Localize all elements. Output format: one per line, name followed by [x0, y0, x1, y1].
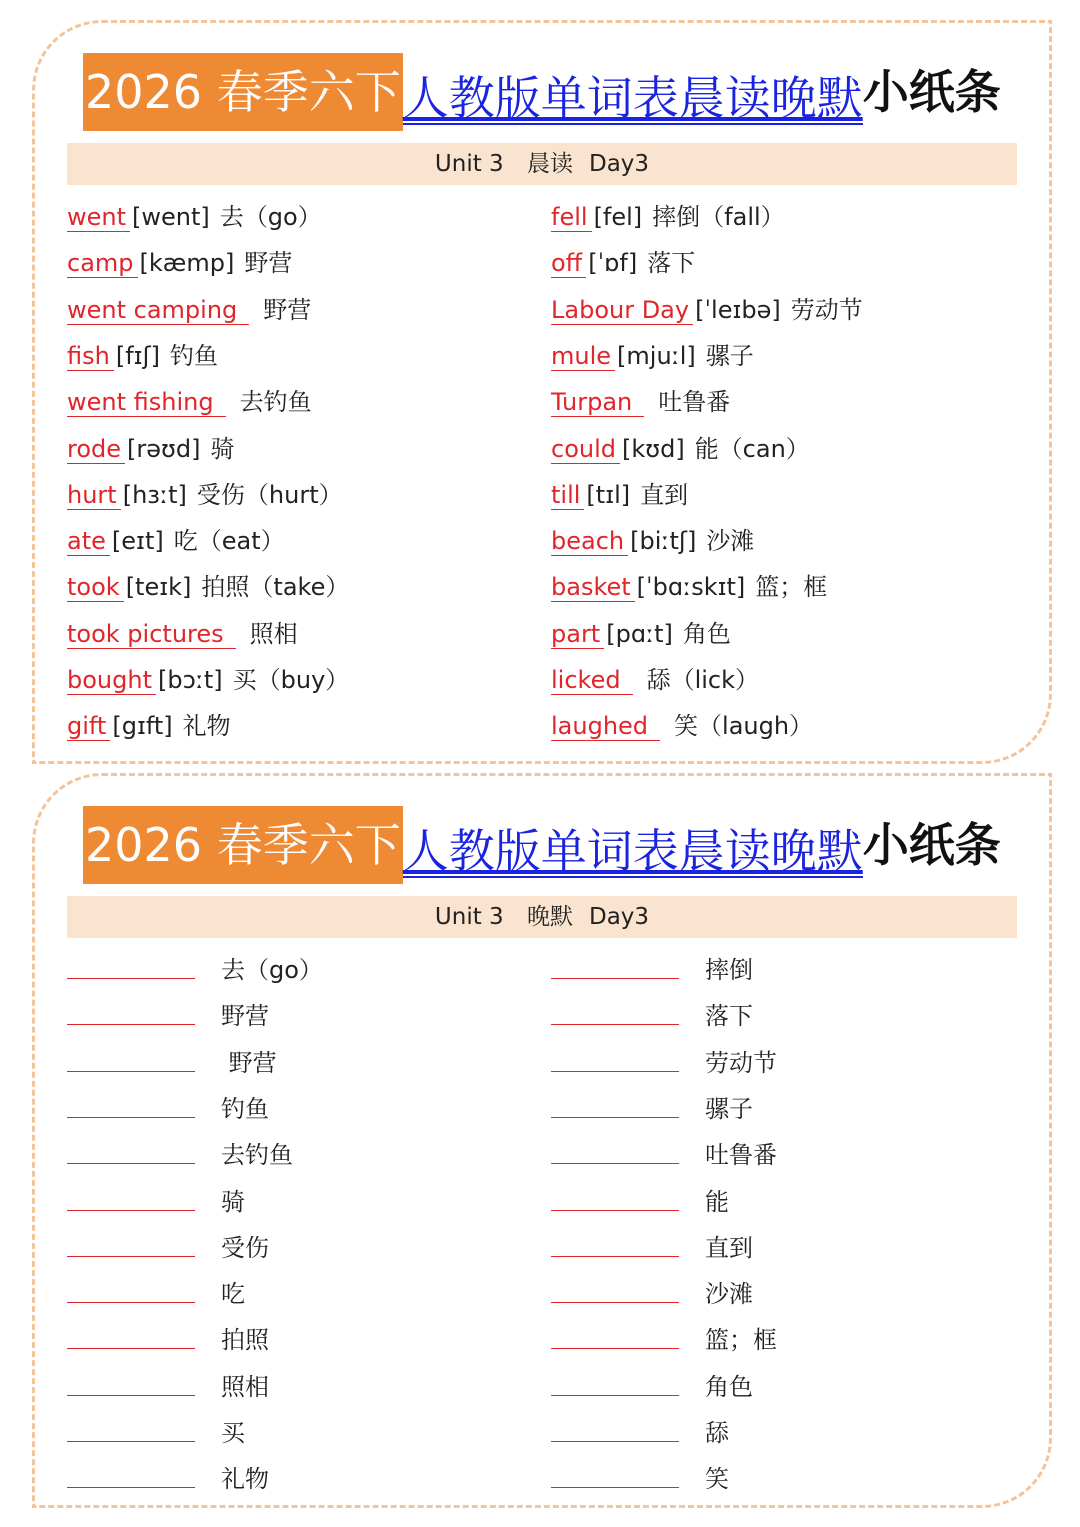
vocab-meaning: 去钓鱼	[239, 388, 312, 417]
vocab-word: Turpan	[551, 388, 644, 417]
evening-band-label: 晚默	[527, 904, 573, 930]
vocab-row	[551, 475, 688, 521]
evening-band-unit: Unit 3	[434, 904, 504, 930]
dictation-meaning: 骑	[221, 1187, 245, 1216]
morning-card	[32, 20, 1052, 764]
answer-blank[interactable]	[551, 1413, 679, 1442]
dictation-meaning: 买	[221, 1419, 245, 1447]
answer-blank[interactable]	[551, 1089, 679, 1118]
vocab-meaning: 吐鲁番	[658, 388, 731, 417]
vocab-word: till	[551, 481, 584, 510]
vocab-meaning: 摔倒（fall）	[652, 203, 785, 231]
vocab-phonetic: [pɑːt]	[606, 619, 673, 648]
vocab-row	[551, 706, 813, 752]
answer-blank[interactable]	[551, 1367, 679, 1396]
vocab-row	[67, 336, 218, 382]
vocab-row	[67, 429, 234, 475]
answer-blank[interactable]	[67, 1135, 195, 1164]
vocab-word: Labour Day	[551, 296, 693, 325]
vocab-phonetic: [rəʊd]	[127, 434, 201, 463]
answer-blank[interactable]	[67, 1089, 195, 1118]
vocab-meaning: 直到	[640, 480, 689, 509]
vocab-meaning: 劳动节	[790, 295, 863, 324]
dictation-row	[551, 996, 951, 1042]
vocab-word: mule	[551, 342, 615, 371]
dictation-meaning: 劳动节	[705, 1048, 777, 1077]
evening-title-orange: 2026 春季六下	[83, 806, 403, 884]
answer-blank[interactable]	[67, 1367, 195, 1396]
vocab-meaning: 沙滩	[706, 527, 755, 556]
answer-blank[interactable]	[67, 1228, 195, 1257]
vocab-meaning: 野营	[244, 249, 293, 278]
morning-title	[83, 53, 1001, 131]
dictation-row	[551, 1413, 951, 1459]
vocab-phonetic: [kʊd]	[622, 434, 685, 463]
vocab-row	[551, 243, 695, 289]
vocab-row	[551, 290, 863, 336]
answer-blank[interactable]	[67, 996, 195, 1025]
answer-blank[interactable]	[551, 996, 679, 1025]
answer-blank[interactable]	[551, 1320, 679, 1349]
morning-band-label: 晨读	[527, 151, 573, 177]
dictation-row	[67, 1367, 467, 1413]
answer-blank[interactable]	[551, 1182, 679, 1211]
vocab-row	[67, 475, 343, 521]
dictation-row	[67, 1089, 467, 1135]
vocab-phonetic: [went]	[132, 203, 210, 231]
dictation-row	[551, 1459, 951, 1505]
vocab-meaning: 能（can）	[694, 434, 810, 463]
evening-title-black: 小纸条	[862, 818, 1001, 872]
vocab-row	[551, 197, 785, 243]
vocab-phonetic: [gɪft]	[112, 712, 173, 741]
vocab-word: fish	[67, 342, 114, 371]
vocab-meaning: 野营	[263, 295, 312, 324]
dictation-row	[551, 1135, 951, 1181]
dictation-meaning: 拍照	[221, 1326, 269, 1355]
vocab-meaning: 受伤（hurt）	[196, 480, 343, 509]
vocab-meaning: 照相	[249, 619, 298, 648]
vocab-row	[551, 567, 827, 613]
dictation-row	[551, 1320, 951, 1366]
dictation-meaning: 照相	[221, 1372, 269, 1401]
vocab-phonetic: [eɪt]	[111, 527, 164, 556]
vocab-word: off	[551, 249, 586, 278]
vocab-meaning: 买（buy）	[232, 666, 350, 694]
vocab-meaning: 吃（eat）	[173, 527, 285, 556]
dictation-meaning: 骡子	[705, 1094, 753, 1123]
vocab-phonetic: [ˈleɪbə]	[695, 295, 781, 324]
dictation-row	[67, 1413, 467, 1459]
vocab-phonetic: [tɪl]	[586, 480, 631, 509]
vocab-phonetic: [mjuːl]	[617, 341, 696, 370]
evening-title-blue: 人教版单词表晨读晚默	[403, 812, 863, 878]
dictation-meaning: 吃	[221, 1280, 245, 1309]
vocab-phonetic: [fɪʃ]	[115, 341, 160, 370]
answer-blank[interactable]	[551, 1274, 679, 1303]
vocab-meaning: 角色	[682, 619, 731, 648]
vocab-meaning: 骡子	[705, 341, 754, 370]
evening-card	[32, 773, 1052, 1508]
dictation-meaning: 去钓鱼	[221, 1141, 293, 1170]
vocab-row	[551, 614, 731, 660]
dictation-meaning: 野营	[221, 1048, 277, 1077]
vocab-word: went fishing	[67, 388, 226, 417]
vocab-word: laughed	[551, 712, 660, 741]
vocab-word: took pictures	[67, 620, 236, 649]
vocab-row	[67, 706, 231, 752]
vocab-meaning: 舔（lick）	[646, 666, 760, 694]
vocab-meaning: 骑	[210, 434, 235, 463]
vocab-word: gift	[67, 712, 110, 741]
morning-band-unit: Unit 3	[434, 151, 504, 177]
vocab-phonetic: [ˈbɑːskɪt]	[636, 573, 746, 602]
dictation-row	[551, 1228, 951, 1274]
vocab-row	[67, 290, 311, 336]
dictation-row	[551, 1274, 951, 1320]
vocab-meaning: 拍照（take）	[201, 573, 350, 602]
vocab-row	[67, 382, 312, 428]
vocab-word: went	[67, 203, 130, 232]
dictation-meaning: 钓鱼	[221, 1094, 269, 1123]
answer-blank[interactable]	[551, 950, 679, 979]
vocab-word: could	[551, 435, 620, 464]
vocab-row	[67, 660, 349, 706]
vocab-word: bought	[67, 666, 156, 695]
vocab-row	[551, 521, 754, 567]
dictation-meaning: 沙滩	[705, 1280, 753, 1309]
vocab-phonetic: [biːtʃ]	[630, 527, 697, 556]
vocab-row	[551, 382, 730, 428]
vocab-meaning: 钓鱼	[170, 341, 218, 370]
dictation-meaning: 落下	[705, 1002, 753, 1031]
vocab-row	[67, 567, 349, 613]
dictation-row	[67, 1135, 467, 1181]
vocab-row	[551, 660, 759, 706]
vocab-word: went camping	[67, 296, 249, 325]
answer-blank[interactable]	[67, 1413, 195, 1442]
vocab-word: camp	[67, 249, 138, 278]
dictation-meaning: 吐鲁番	[705, 1141, 777, 1170]
dictation-meaning: 舔	[705, 1419, 729, 1447]
vocab-word: ate	[67, 527, 110, 556]
vocab-row	[551, 429, 810, 475]
vocab-phonetic: [fel]	[593, 203, 643, 231]
dictation-meaning: 直到	[705, 1233, 753, 1262]
vocab-meaning: 去（go）	[219, 203, 322, 231]
dictation-row	[67, 1320, 467, 1366]
morning-title-blue: 人教版单词表晨读晚默	[403, 59, 863, 125]
answer-blank[interactable]	[551, 1459, 679, 1488]
vocab-phonetic: [ˈɒf]	[588, 249, 638, 278]
dictation-row	[67, 996, 467, 1042]
answer-blank[interactable]	[67, 1459, 195, 1488]
dictation-meaning: 篮；框	[705, 1326, 777, 1355]
vocab-row	[67, 197, 322, 243]
evening-band	[67, 896, 1017, 938]
dictation-row	[67, 950, 467, 996]
vocab-phonetic: [teɪk]	[125, 573, 192, 602]
dictation-row	[67, 1459, 467, 1505]
dictation-meaning: 去（go）	[221, 956, 323, 984]
vocab-phonetic: [bɔːt]	[157, 666, 223, 694]
dictation-meaning: 礼物	[221, 1465, 269, 1494]
dictation-meaning: 受伤	[221, 1233, 269, 1262]
vocab-meaning: 落下	[647, 249, 696, 278]
vocab-phonetic: [hɜːt]	[122, 480, 187, 509]
dictation-row	[67, 1182, 467, 1228]
vocab-word: beach	[551, 527, 628, 556]
vocab-word: rode	[67, 435, 125, 464]
morning-title-black: 小纸条	[862, 65, 1001, 119]
vocab-row	[67, 243, 292, 289]
vocab-word: took	[67, 573, 124, 602]
vocab-word: basket	[551, 573, 635, 602]
vocab-phonetic: [kæmp]	[139, 249, 235, 278]
dictation-meaning: 野营	[221, 1002, 269, 1031]
dictation-row	[551, 1367, 951, 1413]
answer-blank[interactable]	[551, 1228, 679, 1257]
answer-blank[interactable]	[551, 1135, 679, 1164]
vocab-row	[67, 521, 285, 567]
vocab-word: hurt	[67, 481, 121, 510]
answer-blank[interactable]	[67, 1320, 195, 1349]
dictation-row	[551, 1182, 951, 1228]
dictation-row	[67, 1274, 467, 1320]
vocab-word: part	[551, 620, 604, 649]
vocab-meaning: 礼物	[182, 712, 231, 741]
answer-blank[interactable]	[551, 1043, 679, 1072]
dictation-meaning: 角色	[705, 1372, 753, 1401]
dictation-meaning: 笑	[705, 1465, 729, 1494]
answer-blank[interactable]	[67, 950, 195, 979]
vocab-word: licked	[551, 666, 633, 695]
morning-band-day: Day3	[589, 151, 650, 177]
morning-title-orange: 2026 春季六下	[83, 53, 403, 131]
dictation-row	[67, 1228, 467, 1274]
evening-title	[83, 806, 1001, 884]
dictation-meaning: 能	[705, 1187, 729, 1216]
answer-blank[interactable]	[67, 1182, 195, 1211]
answer-blank[interactable]	[67, 1043, 195, 1072]
dictation-row	[67, 1043, 467, 1089]
vocab-meaning: 笑（laugh）	[674, 712, 814, 741]
morning-band	[67, 143, 1017, 185]
dictation-meaning: 摔倒	[705, 956, 753, 984]
dictation-row	[551, 950, 951, 996]
vocab-word: fell	[551, 203, 592, 232]
dictation-row	[551, 1089, 951, 1135]
vocab-meaning: 篮；框	[755, 573, 828, 602]
dictation-row	[551, 1043, 951, 1089]
vocab-row	[551, 336, 754, 382]
vocab-row	[67, 614, 298, 660]
answer-blank[interactable]	[67, 1274, 195, 1303]
evening-band-day: Day3	[589, 904, 650, 930]
